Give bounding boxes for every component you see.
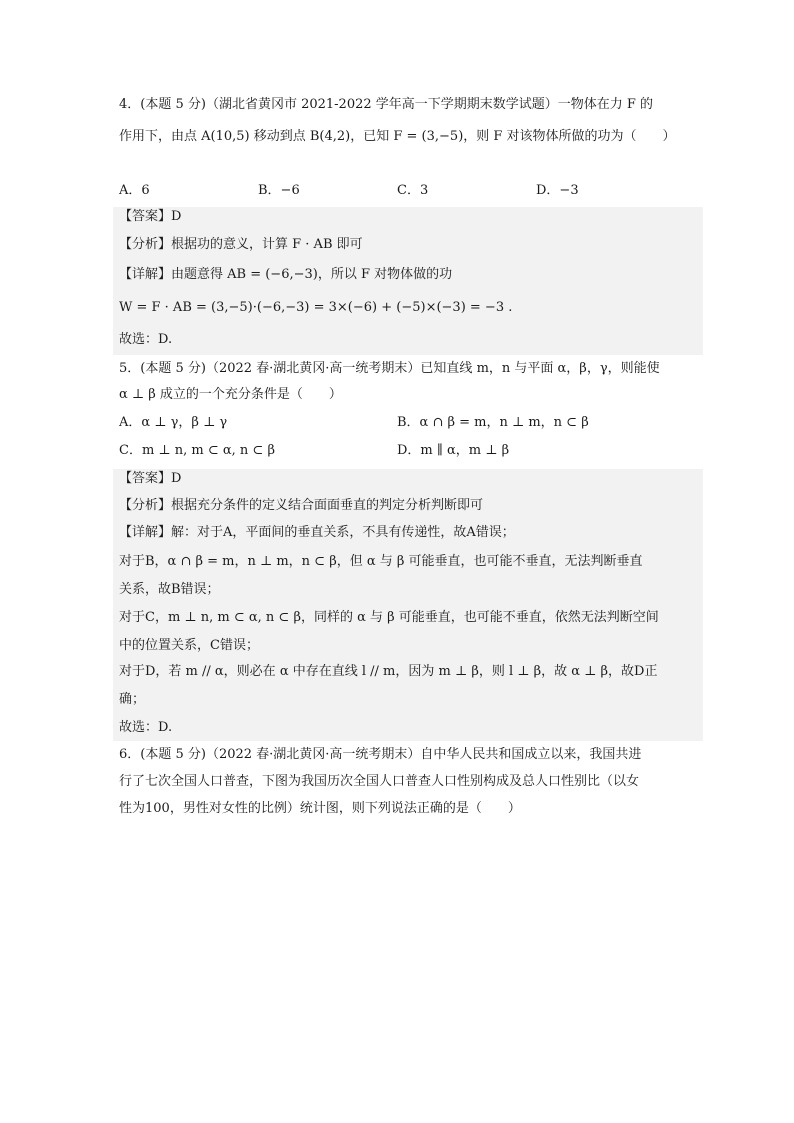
q5-detail-line-3: 关系，故B错误； [119, 582, 220, 597]
q5-option-c: C．m ⊥ n, m ⊂ α, n ⊂ β [119, 443, 275, 458]
q4-detail-line-1: 【详解】由题意得 AB = (−6,−3)，所以 F 对物体做的功 [119, 267, 453, 282]
q4-detail-line-2: W = F · AB = (3,−5)·(−6,−3) = 3×(−6) + (−5)×(−3) = −3 . [119, 300, 513, 315]
q4-choose: 故选：D. [119, 332, 173, 347]
q5-option-d: D．m ∥ α，m ⊥ β [397, 443, 510, 458]
q4-option-a: A．6 [119, 183, 150, 198]
q4-stem-line-2: 作用下，由点 A(10,5) 移动到点 B(4,2)，已知 F = (3,−5)，则 F 对该物体所做的功为（ ） [119, 129, 676, 144]
q6-stem-line-1: 6．(本题 5 分)（2022 春·湖北黄冈·高一统考期末）自中华人民共和国成立以来，我国共进 [119, 747, 642, 762]
q4-analysis: 【分析】根据功的意义，计算 F · AB 即可 [119, 237, 363, 252]
q4-option-c: C．3 [397, 183, 429, 198]
q4-stem-line-1: 4．(本题 5 分)（湖北省黄冈市 2021-2022 学年高一下学期期末数学试题）一物体在力 F 的 [119, 97, 654, 112]
q5-detail-line-6: 对于D，若 m // α，则必在 α 中存在直线 l // m，因为 m ⊥ β，则 l ⊥ β，故 α ⊥ β，故D正 [119, 664, 658, 679]
q5-detail-line-2: 对于B，α ∩ β = m，n ⊥ m，n ⊂ β，但 α 与 β 可能垂直，也可能不垂直，无法判断垂直 [119, 554, 643, 569]
q4-option-b: B．−6 [258, 183, 300, 198]
q4-option-d: D．−3 [536, 183, 579, 198]
q5-answer: 【答案】D [119, 471, 182, 486]
q5-choose: 故选：D. [119, 720, 173, 735]
q5-stem-line-1: 5．(本题 5 分)（2022 春·湖北黄冈·高一统考期末）已知直线 m，n 与平面 α，β，γ，则能使 [119, 361, 660, 376]
q5-detail-line-5: 中的位置关系，C错误； [119, 638, 259, 653]
q5-option-b: B．α ∩ β = m，n ⊥ m，n ⊂ β [397, 415, 589, 430]
q5-stem-line-2: α ⊥ β 成立的一个充分条件是（ ） [119, 387, 342, 402]
q6-stem-line-2: 行了七次全国人口普查，下图为我国历次全国人口普查人口性别构成及总人口性别比（以女 [119, 774, 640, 789]
q5-detail-line-4: 对于C，m ⊥ n, m ⊂ α, n ⊂ β，同样的 α 与 β 可能垂直，也可能不垂直，依然无法判断空间 [119, 610, 659, 625]
q4-answer: 【答案】D [119, 209, 182, 224]
q6-stem-line-3: 性为100，男性对女性的比例）统计图，则下列说法正确的是（ ） [119, 801, 521, 816]
q5-detail-line-7: 确； [119, 692, 146, 707]
q5-option-a: A．α ⊥ γ，β ⊥ γ [119, 415, 228, 430]
q5-detail-line-1: 【详解】解：对于A，平面间的垂直关系，不具有传递性，故A错误； [119, 525, 515, 540]
q5-analysis: 【分析】根据充分条件的定义结合面面垂直的判定分析判断即可 [119, 498, 484, 513]
